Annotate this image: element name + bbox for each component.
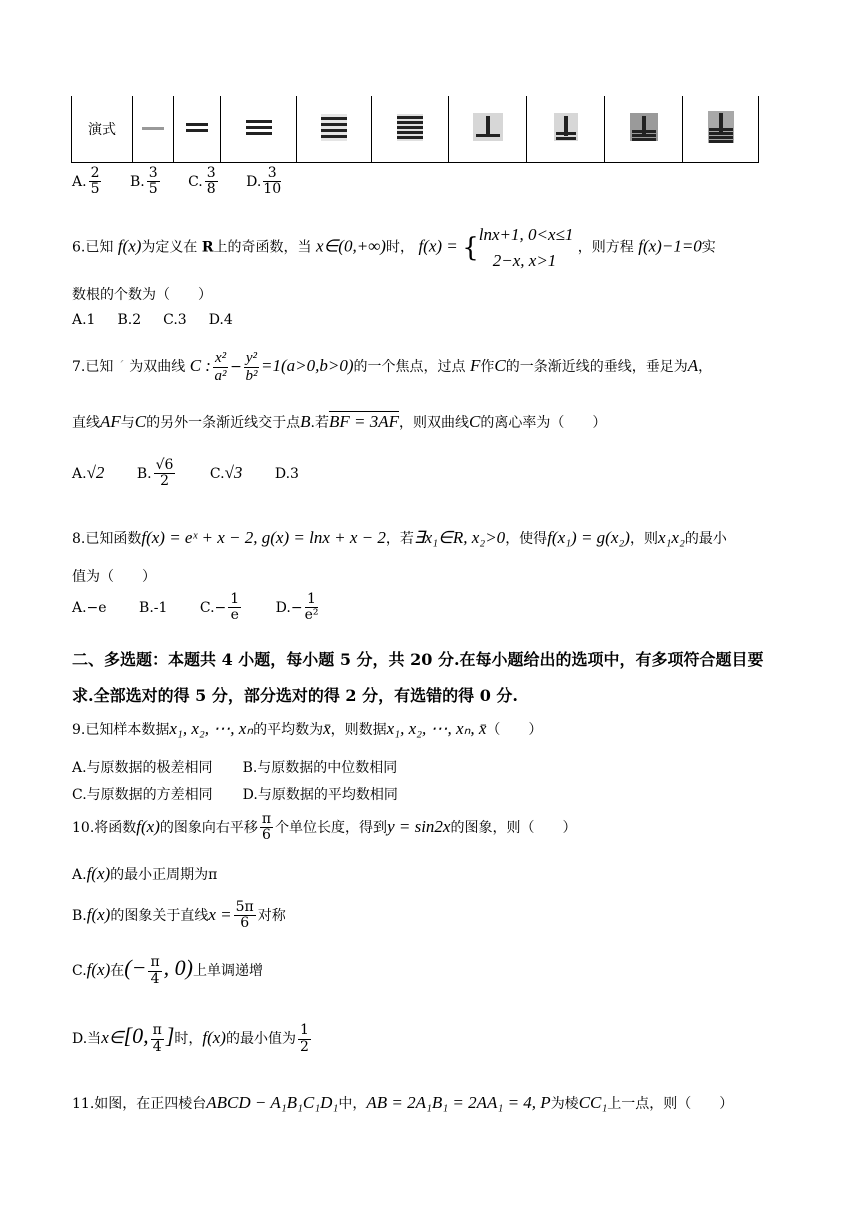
glyph-tee-four [708, 111, 734, 143]
q6-line2: 数根的个数为（ ） [72, 287, 212, 303]
glyph-two-bars [186, 120, 208, 135]
q5-option-b-label: B. [129, 173, 145, 190]
section2-line1: 二、多选题：本题共 4 小题，每小题 5 分，共 20 分.在每小题给出的选项中，有多项符合题目要 [72, 650, 764, 669]
glyph-cell-9 [683, 96, 759, 163]
glyph-cell-4 [297, 96, 372, 163]
q9-options-row1: A.与原数据的极差相同 B.与原数据的中位数相同 [72, 760, 398, 776]
glyph-tee-two [554, 113, 578, 141]
q6-line1: 6.已知 f(x)为定义在 R上的奇函数，当 x∈(0,+∞)时， f(x) = { lnx+1, 0<x≤1 2−x, x>1 ，则方程 f(x)−1=0实 [72, 222, 716, 273]
q9-stem: 9.已知样本数据x₁, x₂, ⋯, xₙ的平均数为x̄，则数据x₁, x₂, ⋯, xₙ, x̄（ ） [72, 719, 543, 738]
q7-line1: 7.已知 ˊ 为双曲线 C : $\frac{\text{x²}}{\text{a²}}$ − $\frac{\text{y²}}{\text{b²}}$ =1(a>0,b>0)的一个焦点，过点 F作C的一条渐近线的垂线，垂足为A， [72, 350, 713, 384]
q5-option-c-frac: $\frac{3}{8}$ [206, 165, 216, 198]
q7-line2: 直线AF与C的另外一条渐近线交于点B.若BF = 3AF，则双曲线C的离心率为（ ） [72, 412, 607, 431]
q10-option-a: A.f(x)的最小正周期为π [72, 864, 218, 883]
q8-options: A.−e B.-1 C.− $\frac{1}{e}$ D.− $\frac{1}{\text{e²}}$ [72, 591, 319, 624]
glyph-cell-8 [605, 96, 683, 163]
q5-option-c-label: C. [188, 173, 203, 190]
q6-options: A.1 B.2 C.3 D.4 [72, 312, 233, 328]
glyph-tee-one [473, 113, 503, 141]
q10-option-b: B.f(x)的图象关于直线x = $\frac{5\pi}{6}$ 对称 [72, 899, 286, 932]
q10-option-c: C.f(x)在(− $\frac{\pi}{4}$ , 0)上单调递增 [72, 954, 263, 987]
q5-option-a-frac: $\frac{2}{5}$ [90, 165, 100, 198]
q6-cases: lnx+1, 0<x≤1 2−x, x>1 [478, 225, 574, 270]
q8-line1: 8.已知函数f(x) = eˣ + x − 2, g(x) = lnx + x − 2，若∃x₁∈R, x₂>0，使得f(x₁) = g(x₂)，则x₁x₂的最小 [72, 528, 727, 547]
q5-options [72, 166, 283, 198]
glyph-tee-three [630, 113, 658, 141]
glyph-cell-5 [372, 96, 449, 163]
q10-stem: 10.将函数f(x)的图象向右平移 $\frac{\pi}{6}$ 个单位长度，得到y = sin2x的图象，则（ ） [72, 811, 577, 844]
q5-option-b-frac: $\frac{3}{5}$ [148, 165, 158, 198]
table-label: 演式 [88, 122, 116, 138]
glyph-cell-2 [174, 96, 221, 163]
glyph-cell-3 [221, 96, 297, 163]
q7-options: A.√2 B. $\frac{√6}{2}$ C.√3 D.3 [72, 457, 299, 490]
glyph-four-bars [321, 114, 347, 141]
q5-option-d-frac: $\frac{3}{10}$ [263, 165, 282, 198]
glyph-table [71, 96, 759, 163]
section2-line2: 求.全部选对的得 5 分，部分选对的得 2 分，有选错的得 0 分. [72, 686, 518, 705]
q5-option-d-label: D. [246, 173, 262, 190]
glyph-cell-6 [449, 96, 527, 163]
q9-options-row2: C.与原数据的方差相同 D.与原数据的平均数相同 [72, 787, 398, 803]
glyph-one-bar [142, 124, 164, 133]
q11-stem: 11.如图，在正四棱台ABCD − A₁B₁C₁D₁中，AB = 2A₁B₁ = 2AA₁ = 4, P为棱CC₁上一点，则（ ） [72, 1093, 734, 1112]
glyph-cell-1 [133, 96, 174, 163]
q5-option-a-label: A. [72, 173, 87, 190]
glyph-cell-7 [527, 96, 605, 163]
table-label-cell [72, 96, 133, 163]
glyph-five-bars [397, 114, 423, 141]
glyph-three-bars [246, 117, 272, 138]
q8-line2: 值为（ ） [72, 569, 156, 585]
q10-option-d: D.当x∈[0, $\frac{\pi}{4}$ ]时，f(x)的最小值为 $\frac{1}{2}$ [72, 1022, 309, 1055]
